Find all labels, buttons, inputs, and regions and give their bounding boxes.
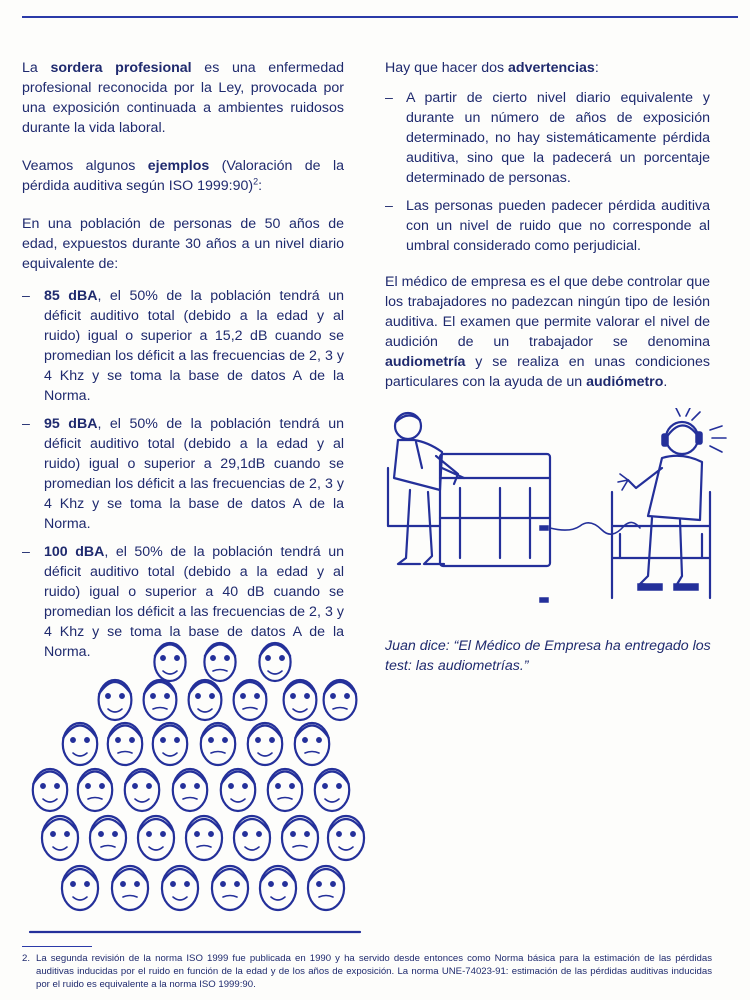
footnote-text: La segunda revisión de la norma ISO 1999 fue publicada en 1990 y ha servido desde entonces como Norma básica para la estimación de las pérdidas auditivas inducidas por el ruido en función de la edad y de los años de exposición. La norma UNE-74023-91: estimación de las pérdidas auditivas inducidas por el ruido es equivalente a la norma ISO 1999:90. [36,953,712,990]
crowd-face [308,866,344,910]
crowd-face [162,866,198,910]
crowd-face [173,769,207,811]
crowd-face [315,769,349,811]
crowd-face [112,866,148,910]
crowd-face [295,723,329,765]
crowd-face [108,723,142,765]
crowd-face [153,723,187,765]
crowd-face [189,680,222,720]
crowd-face [63,723,97,765]
footnote-rule [22,946,92,947]
crowd-face [201,723,235,765]
crowd-face [138,816,174,860]
right-column [385,58,710,410]
list-item: – Las personas pueden padecer pérdida auditiva con un nivel de ruido que no corresponde al umbral considerado como perjudicial. [385,198,710,254]
crowd-illustration [20,602,370,944]
warnings-heading: Hay que hacer dos advertencias: [385,60,599,76]
crowd-face [282,816,318,860]
audiometry-illustration [380,408,745,626]
audiometer-cabinet [440,454,550,566]
crowd-face [260,866,296,910]
crowd-face [78,769,112,811]
left-column [22,58,344,670]
patient-body [648,456,702,520]
crowd-face [221,769,255,811]
footnote-number: 2. [22,953,31,964]
crowd-face [259,643,290,681]
crowd-face [186,816,222,860]
crowd-face [144,680,177,720]
crowd-face [328,816,364,860]
footnote [22,952,712,991]
illustration-caption: Juan dice: “El Médico de Empresa ha entregado los test: las audiometrías.” [385,638,711,674]
list-item: – A partir de cierto nivel diario equivalente y durante un número de años de exposición determinado, no hay sistemáticamente pérdida auditiva, sino que la padecerá un porcentaje determinado de personas. [385,90,710,186]
crowd-face [284,680,317,720]
crowd-face [268,769,302,811]
examples-paragraph: Veamos algunos ejemplos (Valoración de la pérdida auditiva según ISO 1999:90)$^2$: [22,158,344,194]
list-item: – 95 dBA, el 50% de la población tendrá un déficit auditivo total (debido a la edad y al ruido) igual o superior a 29,1dB cuando se promedian los déficit a las frecuencias de 2, 3 y 4 Khz y se toma la base de datos A de la Norma. [22,416,344,532]
doctor-paragraph: El médico de empresa es el que debe controlar que los trabajadores no padezcan ningún tipo de lesión auditiva. El examen que permite valorar el nivel de audición de un trabajador se denomina audiometría y se realiza en unas condiciones particulares con la ayuda de un audiómetro. [385,274,710,390]
patient-head [666,422,698,454]
top-rule [22,16,738,18]
crowd-face [90,816,126,860]
crowd-face [234,680,267,720]
crowd-face [204,643,235,681]
crowd-face [212,866,248,910]
list-item: – 85 dBA, el 50% de la población tendrá un déficit auditivo total (debido a la edad y al ruido) igual o superior a 15,2 dB cuando se promedian los déficit a las frecuencias de 2, 3 y 4 Khz y se toma la base de datos A de la Norma. [22,288,344,404]
headphone-cable [550,522,640,534]
population-paragraph: En una población de personas de 50 años de edad, expuestos durante 30 años a un nivel diario equivalente de: [22,216,344,272]
crowd-face [248,723,282,765]
crowd-face [154,643,185,681]
crowd-face [62,866,98,910]
crowd-face [33,769,67,811]
crowd-face [324,680,357,720]
footnote-ref: 2 [253,176,259,187]
list-item: – 100 dBA, el 50% de la población tendrá un déficit auditivo total (debido a la edad y al ruido) igual o superior a 40 dB cuando se promedian los déficit a las frecuencias de 2, 3 y 4 Khz y se toma la base de datos A de la Norma. [22,544,344,660]
crowd-face [99,680,132,720]
crowd-face [125,769,159,811]
crowd-face [234,816,270,860]
intro-paragraph: La sordera profesional es una enfermedad profesional reconocida por la Ley, provocada por una exposición continuada a ambientes ruidosos durante la vida laboral. [22,60,344,136]
crowd-face [42,816,78,860]
patient-chair [612,492,710,598]
warnings-list [385,88,710,256]
